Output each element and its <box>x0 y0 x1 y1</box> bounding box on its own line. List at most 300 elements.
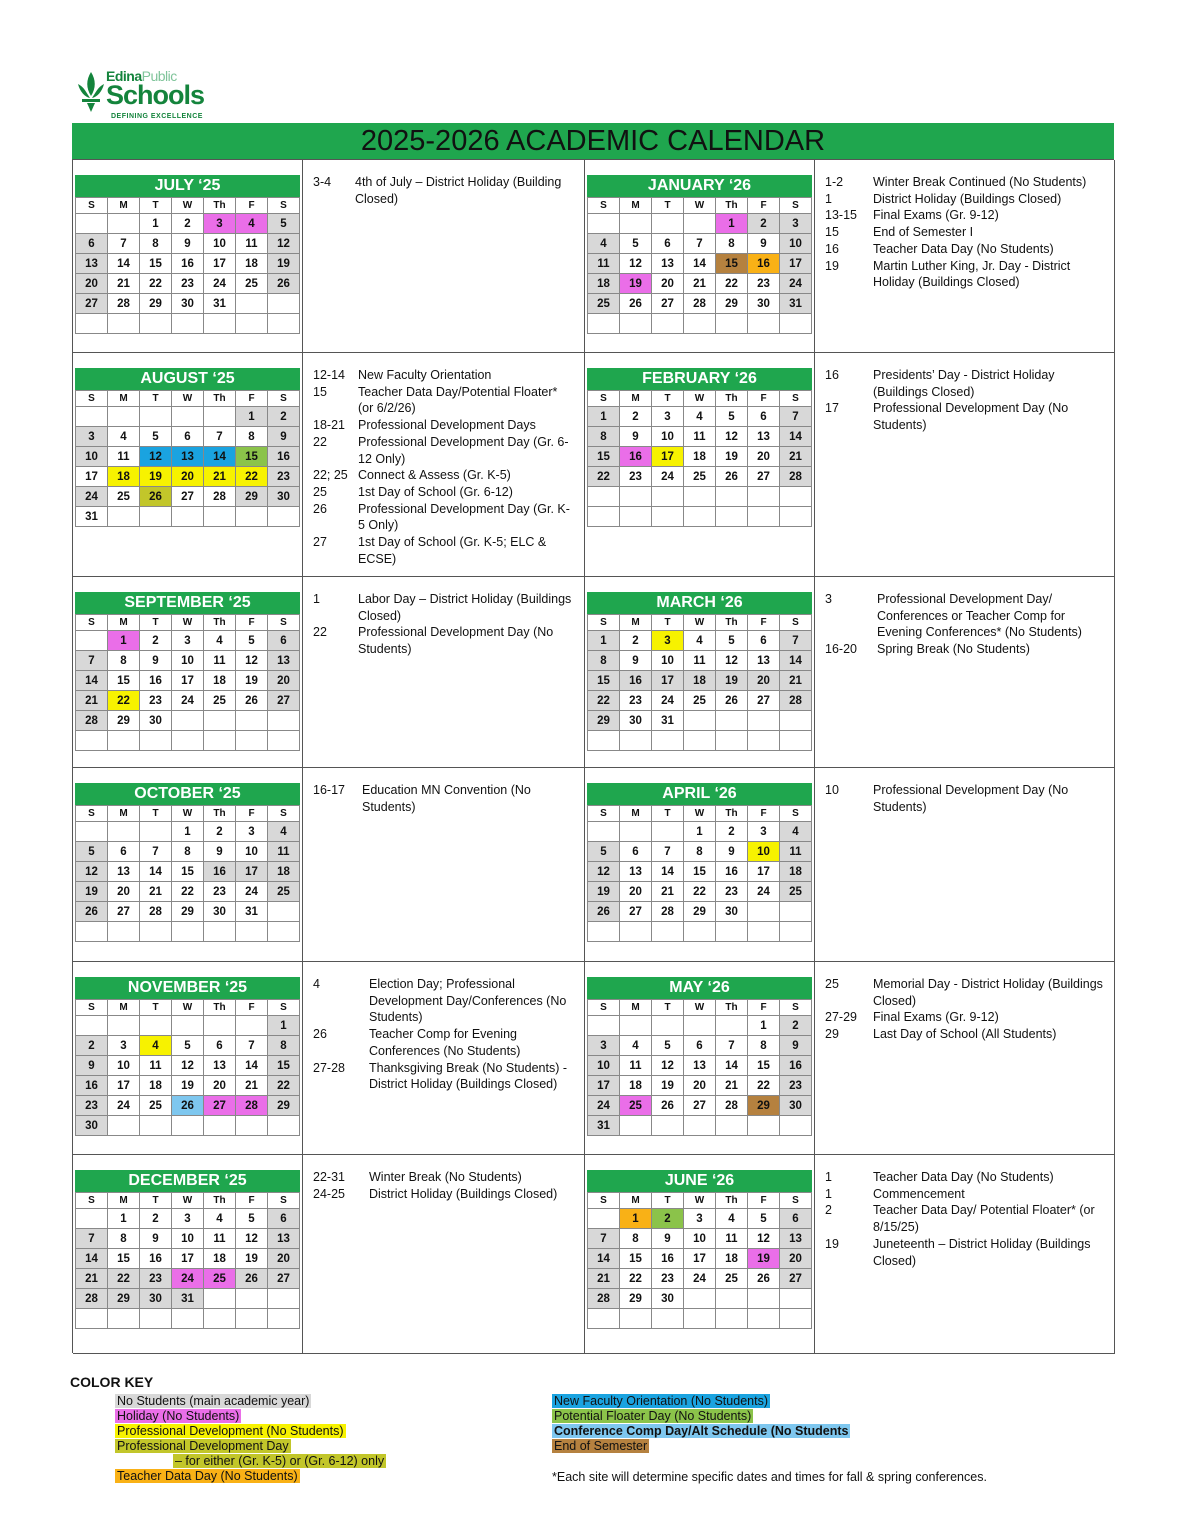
day-cell <box>108 731 140 751</box>
weekday-label: Th <box>716 1193 748 1209</box>
day-cell: 17 <box>172 671 204 691</box>
day-cell: 9 <box>76 1056 108 1076</box>
day-cell <box>716 487 748 507</box>
day-cell: 21 <box>76 1269 108 1289</box>
month-cell <box>585 353 815 577</box>
day-cell: 30 <box>620 711 652 731</box>
weekday-label: S <box>588 1193 620 1209</box>
day-cell: 4 <box>236 214 268 234</box>
day-cell <box>748 1116 780 1136</box>
weekday-row <box>76 1193 300 1209</box>
day-cell: 10 <box>652 651 684 671</box>
weekday-label: Th <box>204 198 236 214</box>
day-cell <box>716 922 748 942</box>
color-key-title: COLOR KEY <box>70 1374 154 1390</box>
event-text: Thanksgiving Break (No Students) - District Holiday (Buildings Closed) <box>369 1060 568 1092</box>
month-calendar <box>75 175 300 334</box>
day-cell <box>108 922 140 942</box>
week-row <box>76 507 300 527</box>
event-text: Professional Development Days <box>358 418 536 433</box>
day-cell: 15 <box>172 862 204 882</box>
day-cell: 21 <box>76 691 108 711</box>
logo-line1: EdinaPublic <box>106 68 177 84</box>
day-cell: 22 <box>620 1269 652 1289</box>
event-text: 1st Day of School (Gr. K-5; ELC & ECSE) <box>358 535 547 566</box>
event-item <box>313 174 576 207</box>
day-cell: 26 <box>748 1269 780 1289</box>
day-cell: 18 <box>684 671 716 691</box>
day-cell: 28 <box>652 902 684 922</box>
weekday-label: S <box>268 198 300 214</box>
event-date: 27-28 <box>313 1060 345 1075</box>
day-cell: 8 <box>108 1229 140 1249</box>
weekday-label: T <box>652 1000 684 1016</box>
day-cell: 4 <box>780 822 812 842</box>
day-cell: 27 <box>748 691 780 711</box>
logo <box>76 68 236 126</box>
month-name: DECEMBER ‘25 <box>75 1170 300 1192</box>
day-cell: 9 <box>652 1229 684 1249</box>
day-cell: 13 <box>268 651 300 671</box>
day-cell <box>108 214 140 234</box>
week-row <box>76 631 300 651</box>
day-cell: 23 <box>748 274 780 294</box>
day-cell: 8 <box>684 842 716 862</box>
weekday-label: W <box>684 1193 716 1209</box>
day-cell: 19 <box>140 467 172 487</box>
day-cell: 23 <box>620 691 652 711</box>
event-item <box>313 1169 576 1186</box>
day-cell: 11 <box>108 447 140 467</box>
day-cell <box>780 711 812 731</box>
month-calendar <box>587 175 812 334</box>
event-item <box>313 417 576 434</box>
week-row <box>588 254 812 274</box>
day-cell <box>684 1309 716 1329</box>
day-cell <box>716 1289 748 1309</box>
week-row <box>76 467 300 487</box>
day-cell <box>204 314 236 334</box>
weekday-row <box>76 198 300 214</box>
month-calendar <box>587 1170 812 1329</box>
day-cell: 12 <box>620 254 652 274</box>
day-cell: 4 <box>204 631 236 651</box>
weekday-label: Th <box>716 806 748 822</box>
day-cell: 21 <box>780 447 812 467</box>
day-cell: 7 <box>76 1229 108 1249</box>
day-cell: 31 <box>204 294 236 314</box>
day-cell: 13 <box>684 1056 716 1076</box>
week-row <box>588 447 812 467</box>
month-table <box>587 1192 812 1329</box>
week-row <box>76 314 300 334</box>
color-key-item <box>552 1424 850 1439</box>
day-cell: 2 <box>716 822 748 842</box>
events-cell <box>303 160 585 353</box>
week-row <box>76 1056 300 1076</box>
day-cell <box>76 1016 108 1036</box>
day-cell <box>140 507 172 527</box>
weekday-label: T <box>140 615 172 631</box>
day-cell: 10 <box>652 427 684 447</box>
day-cell: 27 <box>204 1096 236 1116</box>
day-cell: 11 <box>620 1056 652 1076</box>
day-cell: 22 <box>684 882 716 902</box>
day-cell: 9 <box>780 1036 812 1056</box>
day-cell: 8 <box>588 427 620 447</box>
day-cell: 3 <box>76 427 108 447</box>
day-cell: 3 <box>172 1209 204 1229</box>
day-cell <box>236 507 268 527</box>
color-key-label: Professional Development Day <box>117 1439 289 1453</box>
day-cell: 5 <box>652 1036 684 1056</box>
day-cell: 21 <box>716 1076 748 1096</box>
weekday-label: T <box>652 806 684 822</box>
day-cell: 17 <box>748 862 780 882</box>
day-cell: 5 <box>236 631 268 651</box>
event-text: Professional Development Day (Gr. 6-12 Only) <box>358 434 569 466</box>
day-cell: 19 <box>76 882 108 902</box>
day-cell <box>716 314 748 334</box>
week-row <box>588 1036 812 1056</box>
day-cell: 14 <box>76 1249 108 1269</box>
day-cell <box>620 822 652 842</box>
month-name: JANUARY ‘26 <box>587 175 812 197</box>
day-cell: 15 <box>620 1249 652 1269</box>
month-calendar <box>587 977 812 1136</box>
day-cell <box>140 822 172 842</box>
day-cell <box>76 731 108 751</box>
day-cell: 14 <box>108 254 140 274</box>
day-cell: 10 <box>588 1056 620 1076</box>
color-key-item <box>552 1394 850 1409</box>
day-cell: 14 <box>684 254 716 274</box>
event-text: Labor Day – District Holiday (Buildings Closed) <box>358 592 572 623</box>
event-item <box>825 400 1106 433</box>
day-cell: 8 <box>716 234 748 254</box>
day-cell: 5 <box>748 1209 780 1229</box>
day-cell <box>684 487 716 507</box>
day-cell: 13 <box>204 1056 236 1076</box>
day-cell <box>236 294 268 314</box>
color-key-label: Holiday (No Students) <box>117 1409 240 1423</box>
day-cell: 12 <box>652 1056 684 1076</box>
week-row <box>588 1076 812 1096</box>
day-cell: 20 <box>268 671 300 691</box>
day-cell: 26 <box>236 691 268 711</box>
day-cell: 28 <box>236 1096 268 1116</box>
event-item <box>313 434 576 467</box>
event-list <box>825 174 1106 291</box>
month-name: MAY ‘26 <box>587 977 812 999</box>
day-cell: 24 <box>652 691 684 711</box>
day-cell <box>588 1309 620 1329</box>
day-cell: 25 <box>716 1269 748 1289</box>
calendar-grid <box>72 159 1114 1353</box>
event-item <box>313 591 576 624</box>
day-cell <box>588 922 620 942</box>
day-cell: 4 <box>620 1036 652 1056</box>
day-cell: 25 <box>204 691 236 711</box>
week-row <box>76 1076 300 1096</box>
day-cell <box>140 314 172 334</box>
day-cell: 9 <box>620 651 652 671</box>
event-item <box>825 1186 1106 1203</box>
day-cell <box>236 1289 268 1309</box>
day-cell: 14 <box>780 651 812 671</box>
day-cell: 27 <box>748 467 780 487</box>
weekday-label: T <box>652 1193 684 1209</box>
day-cell: 23 <box>620 467 652 487</box>
month-cell <box>73 962 303 1155</box>
day-cell: 25 <box>268 882 300 902</box>
day-cell <box>620 314 652 334</box>
day-cell: 11 <box>204 651 236 671</box>
week-row <box>76 902 300 922</box>
day-cell <box>204 1309 236 1329</box>
week-row <box>588 1249 812 1269</box>
event-list <box>313 591 576 658</box>
day-cell: 14 <box>652 862 684 882</box>
weekday-label: F <box>748 806 780 822</box>
day-cell: 25 <box>140 1096 172 1116</box>
day-cell: 2 <box>140 631 172 651</box>
month-table <box>75 999 300 1136</box>
weekday-label: W <box>684 615 716 631</box>
day-cell: 23 <box>140 691 172 711</box>
day-cell: 5 <box>236 1209 268 1229</box>
day-cell: 14 <box>140 862 172 882</box>
event-date: 26 <box>313 501 327 516</box>
event-item <box>825 241 1106 258</box>
event-item <box>825 641 1106 658</box>
month-table <box>587 614 812 751</box>
day-cell <box>108 407 140 427</box>
day-cell: 1 <box>236 407 268 427</box>
color-key-left <box>115 1394 386 1484</box>
event-date: 1 <box>313 592 320 606</box>
week-row <box>588 822 812 842</box>
day-cell <box>748 922 780 942</box>
day-cell: 16 <box>268 447 300 467</box>
day-cell: 1 <box>748 1016 780 1036</box>
day-cell <box>588 487 620 507</box>
day-cell: 28 <box>780 467 812 487</box>
weekday-row <box>76 615 300 631</box>
day-cell: 9 <box>716 842 748 862</box>
week-row <box>588 651 812 671</box>
day-cell: 11 <box>588 254 620 274</box>
week-row <box>588 842 812 862</box>
events-cell <box>303 577 585 768</box>
event-item <box>825 782 1106 815</box>
day-cell <box>588 1209 620 1229</box>
color-key-item <box>115 1409 386 1424</box>
day-cell: 20 <box>172 467 204 487</box>
day-cell: 25 <box>108 487 140 507</box>
day-cell: 21 <box>652 882 684 902</box>
day-cell <box>748 507 780 527</box>
month-calendar <box>587 368 812 527</box>
event-text: End of Semester I <box>873 225 974 240</box>
day-cell: 12 <box>588 862 620 882</box>
weekday-label: S <box>268 391 300 407</box>
event-text: Memorial Day - District Holiday (Buildings Closed) <box>873 977 1103 1008</box>
day-cell: 23 <box>76 1096 108 1116</box>
day-cell: 21 <box>108 274 140 294</box>
event-item <box>313 782 576 815</box>
day-cell <box>684 731 716 751</box>
day-cell: 16 <box>716 862 748 882</box>
day-cell: 21 <box>588 1269 620 1289</box>
day-cell <box>748 487 780 507</box>
day-cell: 5 <box>172 1036 204 1056</box>
weekday-label: W <box>172 806 204 822</box>
day-cell <box>748 902 780 922</box>
day-cell: 28 <box>716 1096 748 1116</box>
day-cell <box>684 214 716 234</box>
day-cell: 22 <box>108 691 140 711</box>
color-key-label: No Students (main academic year) <box>117 1394 310 1408</box>
color-key-right <box>552 1394 850 1454</box>
month-calendar <box>75 783 300 942</box>
week-row <box>76 731 300 751</box>
weekday-label: F <box>236 615 268 631</box>
event-item <box>825 1026 1106 1043</box>
event-text: District Holiday (Buildings Closed) <box>369 1186 558 1201</box>
event-text: Professional Development Day (Gr. K-5 Only) <box>358 501 570 533</box>
day-cell: 23 <box>716 882 748 902</box>
day-cell: 10 <box>204 234 236 254</box>
day-cell <box>204 731 236 751</box>
day-cell: 28 <box>108 294 140 314</box>
day-cell: 23 <box>140 1269 172 1289</box>
weekday-label: T <box>140 198 172 214</box>
week-row <box>76 1289 300 1309</box>
day-cell <box>652 1016 684 1036</box>
day-cell: 12 <box>172 1056 204 1076</box>
day-cell <box>716 1016 748 1036</box>
day-cell <box>588 314 620 334</box>
day-cell: 27 <box>76 294 108 314</box>
day-cell: 8 <box>588 651 620 671</box>
day-cell: 24 <box>108 1096 140 1116</box>
events-cell <box>303 1155 585 1354</box>
event-text: 4th of July – District Holiday (Building Closed) <box>355 175 562 206</box>
month-name: NOVEMBER ‘25 <box>75 977 300 999</box>
month-name: SEPTEMBER ‘25 <box>75 592 300 614</box>
event-text: Connect & Assess (Gr. K-5) <box>358 468 511 483</box>
event-date: 1 <box>825 191 832 206</box>
day-cell: 15 <box>236 447 268 467</box>
day-cell: 28 <box>204 487 236 507</box>
day-cell: 15 <box>108 671 140 691</box>
month-table <box>75 614 300 751</box>
event-text: Martin Luther King, Jr. Day - District Holiday (Buildings Closed) <box>873 258 1071 290</box>
weekday-row <box>588 1193 812 1209</box>
day-cell: 1 <box>684 822 716 842</box>
event-item <box>825 224 1106 241</box>
day-cell: 31 <box>780 294 812 314</box>
color-key-item <box>115 1439 386 1454</box>
day-cell: 14 <box>588 1249 620 1269</box>
day-cell: 24 <box>236 882 268 902</box>
weekday-label: S <box>588 391 620 407</box>
day-cell: 10 <box>108 1056 140 1076</box>
day-cell: 22 <box>236 467 268 487</box>
day-cell: 20 <box>748 671 780 691</box>
day-cell: 30 <box>748 294 780 314</box>
event-item <box>313 467 576 484</box>
day-cell: 30 <box>716 902 748 922</box>
day-cell: 4 <box>204 1209 236 1229</box>
weekday-label: W <box>172 1193 204 1209</box>
event-date: 27-29 <box>825 1010 857 1025</box>
day-cell <box>172 711 204 731</box>
day-cell: 6 <box>748 631 780 651</box>
weekday-label: F <box>236 1193 268 1209</box>
day-cell <box>76 1309 108 1329</box>
event-text: Election Day; Professional Development Day/Conferences (No Students) <box>369 977 567 1025</box>
day-cell: 7 <box>76 651 108 671</box>
day-cell: 7 <box>108 234 140 254</box>
weekday-label: M <box>108 198 140 214</box>
day-cell <box>652 214 684 234</box>
day-cell: 12 <box>236 1229 268 1249</box>
color-key-label: Potential Floater Day (No Students) <box>554 1409 752 1423</box>
month-cell <box>73 1155 303 1354</box>
day-cell: 19 <box>748 1249 780 1269</box>
weekday-label: S <box>76 1193 108 1209</box>
weekday-label: W <box>172 615 204 631</box>
event-date: 16-17 <box>313 783 345 797</box>
week-row <box>588 862 812 882</box>
week-row <box>588 1056 812 1076</box>
day-cell: 24 <box>684 1269 716 1289</box>
logo-line2: Schools <box>106 80 205 110</box>
day-cell <box>268 314 300 334</box>
day-cell <box>236 1016 268 1036</box>
day-cell: 2 <box>748 214 780 234</box>
day-cell <box>780 314 812 334</box>
day-cell <box>108 507 140 527</box>
day-cell: 27 <box>620 902 652 922</box>
day-cell: 5 <box>716 407 748 427</box>
day-cell: 6 <box>780 1209 812 1229</box>
events-cell <box>815 577 1115 768</box>
weekday-label: Th <box>204 615 236 631</box>
day-cell: 2 <box>620 631 652 651</box>
event-text: Teacher Comp for Evening Conferences (No Students) <box>369 1027 521 1058</box>
day-cell: 25 <box>684 691 716 711</box>
day-cell <box>652 822 684 842</box>
day-cell: 28 <box>76 1289 108 1309</box>
event-list <box>825 976 1106 1043</box>
day-cell: 19 <box>268 254 300 274</box>
day-cell: 13 <box>780 1229 812 1249</box>
day-cell: 30 <box>204 902 236 922</box>
week-row <box>76 487 300 507</box>
day-cell: 6 <box>204 1036 236 1056</box>
day-cell <box>268 711 300 731</box>
day-cell: 15 <box>684 862 716 882</box>
day-cell: 27 <box>268 691 300 711</box>
weekday-label: M <box>620 391 652 407</box>
day-cell: 28 <box>140 902 172 922</box>
day-cell <box>716 1116 748 1136</box>
event-list <box>825 782 1106 815</box>
event-item <box>313 976 576 1026</box>
